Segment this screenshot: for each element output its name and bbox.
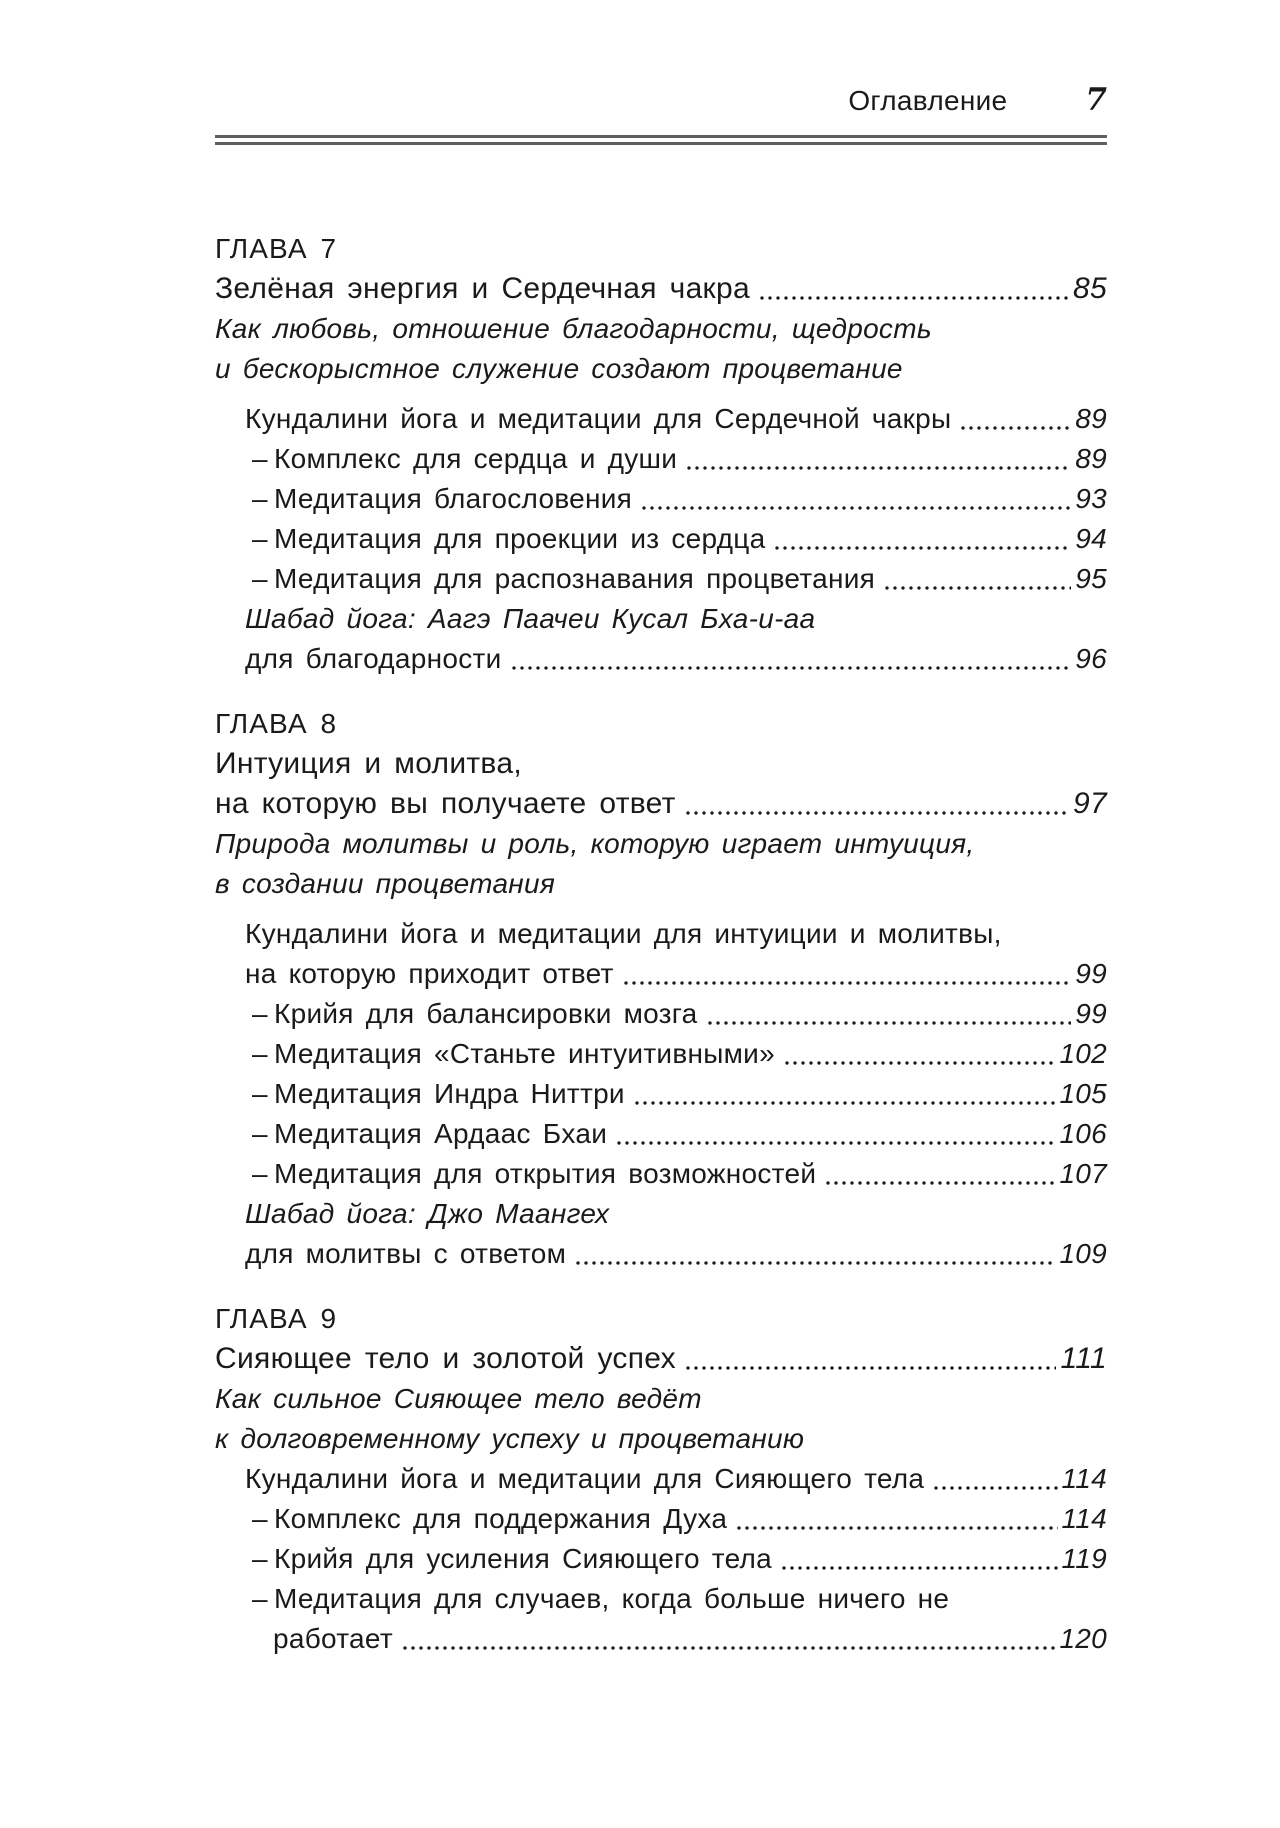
toc-line	[215, 864, 1107, 904]
toc-line	[252, 1539, 1107, 1579]
leader-dots	[885, 559, 1071, 599]
toc-line	[215, 704, 1107, 744]
leader-dots	[512, 639, 1072, 679]
page-ref: 97	[1073, 787, 1107, 820]
leader-dots	[687, 439, 1071, 479]
toc-line	[252, 1114, 1107, 1154]
toc-line	[245, 914, 1107, 954]
leader-dots	[785, 1034, 1055, 1074]
page-ref: 89	[1075, 403, 1107, 434]
toc-entry-text: Кундалини йога и медитации для интуиции и молитвы,	[245, 918, 1002, 949]
chapter-title: Интуиция и молитва,	[215, 747, 522, 780]
toc-entry-text: Медитация «Станьте интуитивными»	[274, 1038, 775, 1069]
leader-dots	[686, 1339, 1057, 1379]
chapter-subtitle: к долговременному успеху и процветанию	[215, 1423, 805, 1454]
toc-entry-text: Комплекс для поддержания Духа	[274, 1503, 728, 1534]
page-ref: 93	[1075, 483, 1107, 514]
dash-marker: –	[252, 1158, 268, 1189]
dash-marker: –	[252, 563, 268, 594]
toc-line	[245, 599, 1107, 639]
toc-line	[252, 1579, 1107, 1619]
toc-line	[252, 519, 1107, 559]
toc-entry-text: Медитация благословения	[274, 483, 633, 514]
toc-line	[252, 1034, 1107, 1074]
page-ref: 95	[1075, 563, 1107, 594]
page-ref: 114	[1061, 1503, 1107, 1534]
content-column	[215, 0, 1107, 1659]
chapter-title: Сияющее тело и золотой успех	[215, 1342, 676, 1375]
dash-marker: –	[252, 998, 268, 1029]
chapter-subtitle: и бескорыстное служение создают процветание	[215, 353, 903, 384]
leader-dots	[403, 1619, 1056, 1659]
toc-line	[215, 744, 1107, 784]
dash-marker: –	[252, 523, 268, 554]
toc-entry-text: Кундалини йога и медитации для Сияющего тела	[245, 1463, 925, 1494]
toc-line	[252, 559, 1107, 599]
chapter-section	[215, 1299, 1107, 1659]
chapter-subtitle: Как любовь, отношение благодарности, щедрость	[215, 313, 932, 344]
toc-entry-text: на которую приходит ответ	[245, 958, 614, 989]
page-ref: 119	[1061, 1543, 1107, 1574]
chapter-subtitle: в создании процветания	[215, 868, 556, 899]
toc-line	[215, 1299, 1107, 1339]
dash-marker: –	[252, 1543, 268, 1574]
page-ref: 105	[1059, 1078, 1107, 1109]
leader-dots	[624, 954, 1072, 994]
toc-entry-text: Медитация для проекции из сердца	[274, 523, 766, 554]
page-ref: 96	[1075, 643, 1107, 674]
toc-entry-text: Шабад йога: Джо Маангех	[245, 1198, 610, 1229]
page-number: 7	[1085, 82, 1107, 118]
toc-entry-text: Медитация Ардаас Бхаи	[274, 1118, 608, 1149]
dash-marker: –	[252, 1118, 268, 1149]
toc-line	[273, 1619, 1107, 1659]
dash-marker: –	[252, 1503, 268, 1534]
toc-line	[252, 1074, 1107, 1114]
leader-dots	[737, 1499, 1057, 1539]
chapter-label: ГЛАВА 8	[215, 708, 338, 739]
toc-entry-text: работает	[273, 1623, 393, 1654]
page-ref: 99	[1075, 998, 1107, 1029]
leader-dots	[642, 479, 1071, 519]
leader-dots	[961, 399, 1071, 439]
table-of-contents	[215, 229, 1107, 1659]
toc-entry-text: Медитация для открытия возможностей	[274, 1158, 817, 1189]
toc-line	[245, 1459, 1107, 1499]
chapter-section	[215, 704, 1107, 1274]
toc-entry-text: Шабад йога: Аагэ Паачеи Кусал Бха-и-аа	[245, 603, 816, 634]
toc-entry-text: для молитвы с ответом	[245, 1238, 567, 1269]
page-ref: 107	[1059, 1158, 1107, 1189]
toc-entry-text: Медитация Индра Ниттри	[274, 1078, 625, 1109]
page-ref: 114	[1061, 1463, 1107, 1494]
page-ref: 106	[1059, 1118, 1107, 1149]
leader-dots	[934, 1459, 1057, 1499]
toc-entry-text: для благодарности	[245, 643, 502, 674]
toc-line	[215, 1419, 1107, 1459]
page-ref: 89	[1075, 443, 1107, 474]
page-header	[215, 0, 1107, 119]
toc-entry-text: Комплекс для сердца и души	[274, 443, 678, 474]
toc-line	[252, 1499, 1107, 1539]
toc-line	[252, 1154, 1107, 1194]
toc-line	[245, 954, 1107, 994]
toc-entry-text: Медитация для распознавания процветания	[274, 563, 876, 594]
leader-dots	[686, 784, 1069, 824]
toc-line	[252, 479, 1107, 519]
toc-line	[215, 229, 1107, 269]
leader-dots	[782, 1539, 1058, 1579]
leader-dots	[760, 269, 1069, 309]
toc-line	[252, 439, 1107, 479]
page-ref: 99	[1075, 958, 1107, 989]
chapter-title: на которую вы получаете ответ	[215, 787, 676, 820]
page-ref: 109	[1059, 1238, 1107, 1269]
chapter-subtitle: Природа молитвы и роль, которую играет интуиция,	[215, 828, 975, 859]
toc-line	[245, 639, 1107, 679]
page-ref: 85	[1073, 272, 1107, 305]
toc-line	[245, 399, 1107, 439]
leader-dots	[617, 1114, 1055, 1154]
header-title: Оглавление	[848, 85, 1008, 116]
toc-entry-text: Кундалини йога и медитации для Сердечной чакры	[245, 403, 952, 434]
toc-line	[215, 309, 1107, 349]
leader-dots	[826, 1154, 1055, 1194]
toc-line	[252, 994, 1107, 1034]
leader-dots	[775, 519, 1071, 559]
toc-line	[215, 269, 1107, 309]
chapter-title: Зелёная энергия и Сердечная чакра	[215, 272, 750, 305]
leader-dots	[708, 994, 1072, 1034]
dash-marker: –	[252, 483, 268, 514]
dash-marker: –	[252, 443, 268, 474]
toc-line	[215, 1379, 1107, 1419]
toc-line	[215, 349, 1107, 389]
leader-dots	[576, 1234, 1055, 1274]
dash-marker: –	[252, 1038, 268, 1069]
toc-line	[215, 784, 1107, 824]
toc-line	[245, 1234, 1107, 1274]
toc-entry-text: Крийя для балансировки мозга	[274, 998, 698, 1029]
toc-line	[245, 1194, 1107, 1234]
toc-entry-text: Крийя для усиления Сияющего тела	[274, 1543, 772, 1574]
page-ref: 102	[1059, 1038, 1107, 1069]
dash-marker: –	[252, 1078, 268, 1109]
toc-line	[215, 1339, 1107, 1379]
page-ref: 94	[1075, 523, 1107, 554]
page-ref: 120	[1059, 1623, 1107, 1654]
header-rule	[215, 135, 1107, 145]
toc-entry-text: Медитация для случаев, когда больше ничего не	[274, 1583, 950, 1614]
page-ref: 111	[1060, 1342, 1107, 1375]
chapter-subtitle: Как сильное Сияющее тело ведёт	[215, 1383, 702, 1414]
dash-marker: –	[252, 1583, 268, 1614]
chapter-label: ГЛАВА 9	[215, 1303, 338, 1334]
toc-line	[215, 824, 1107, 864]
chapter-section	[215, 229, 1107, 679]
leader-dots	[635, 1074, 1056, 1114]
chapter-label: ГЛАВА 7	[215, 233, 338, 264]
